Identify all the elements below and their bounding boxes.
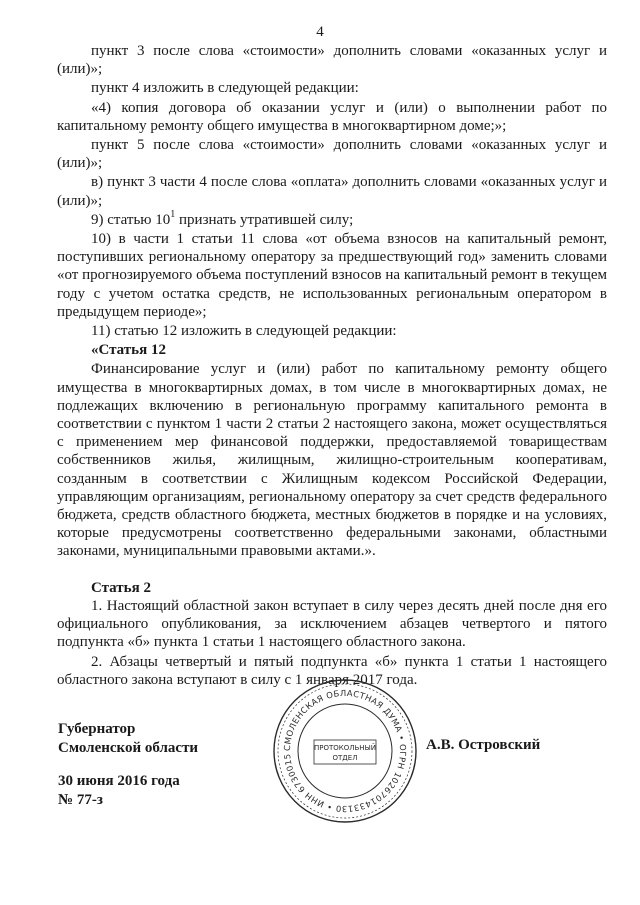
amendment-paragraph: «4) копия договора об оказании услуг и (или) о выполнении работ по капитальному ремонту общего имущества в многоквартирном доме;»; (57, 99, 607, 134)
official-stamp (272, 678, 418, 824)
signer-title-line: Губернатор (58, 721, 136, 737)
amendment-paragraph-item9 (57, 208, 607, 229)
article-12-text: Финансирование услуг и (или) работ по капитальному ремонту общего имущества в многоквартирных домах, в том числе в многоквартирных домах, не подлежащих включению в региональную программу капитального ремонта в соответствии с пунктом 1 части 2 статьи 2 настоящего закона, может осуществляться с применением мер финансовой поддержки, предоставляемой товариществам собственников жилья, жилищным, жилищно-строительным кооперативам, созданным в соответствии с Жилищным кодексом Российской Федерации, управляющим организациям, региональному оператору за счет средств федерального бюджета, средств областного бюджета, местных бюджетов в порядке и на условиях, которые предусмотрены соответственно федеральными законами, областными законами, муниципальными правовыми актами.». (57, 361, 607, 560)
amendment-paragraph: 11) статью 12 изложить в следующей редакции: (91, 323, 397, 340)
document-body (57, 42, 607, 689)
signer-name: А.В. Островский (426, 737, 541, 753)
stamp-seal-icon (272, 678, 418, 824)
article-2-part-1: 1. Настоящий областной закон вступает в силу через десять дней после дня его официального опубликования, за исключением абзацев четвертого и пятого подпункта «б» пункта 1 статьи 1 настоящего областного закона. (57, 597, 607, 651)
signer-title-line: Смоленской области (58, 740, 199, 756)
page-number: 4 (316, 24, 324, 40)
item9-text: 9) статью 10 (91, 211, 171, 228)
law-number: № 77-з (58, 792, 103, 808)
amendment-paragraph: пункт 5 после слова «стоимости» дополнить словами «оказанных услуг и (или)»; (57, 137, 607, 172)
stamp-center-line: ПРОТОКОЛЬНЫЙ (313, 744, 377, 752)
law-date-number (58, 772, 180, 810)
article-2-heading: Статья 2 (91, 579, 151, 596)
amendment-paragraph: пункт 3 после слова «стоимости» дополнить словами «оказанных услуг и (или)»; (57, 43, 607, 78)
amendment-paragraph: 10) в части 1 статьи 11 слова «от объема взносов на капитальный ремонт, поступивших региональному оператору за предшествующий год» заменить словами «от прогнозируемого объема поступлений взносов на капитальный ремонт в текущем году с учетом остатка средств, не использованных региональным оператором в предыдущем периоде»; (57, 231, 607, 320)
stamp-ring-text: СМОЛЕНСКАЯ ОБЛАСТНАЯ ДУМА • ОГРН 1026701433130 • ИНН 6730015 (281, 687, 409, 815)
signer-title (58, 720, 198, 758)
item9-superscript: 1 (170, 208, 176, 220)
law-date: 30 июня 2016 года (58, 773, 180, 789)
amendment-paragraph: в) пункт 3 части 4 после слова «оплата» дополнить словами «оказанных услуг и (или)»; (57, 174, 607, 209)
stamp-center-line: ОТДЕЛ (332, 754, 358, 762)
item9-text-end: признать утратившей силу; (175, 211, 354, 228)
article-2-part-2: 2. Абзацы четвертый и пятый подпункта «б» пункта 1 статьи 1 настоящего областного закона вступают в силу с 1 января 2017 года. (57, 653, 607, 688)
amendment-paragraph: пункт 4 изложить в следующей редакции: (91, 80, 359, 97)
article-12-heading: «Статья 12 (91, 342, 166, 359)
